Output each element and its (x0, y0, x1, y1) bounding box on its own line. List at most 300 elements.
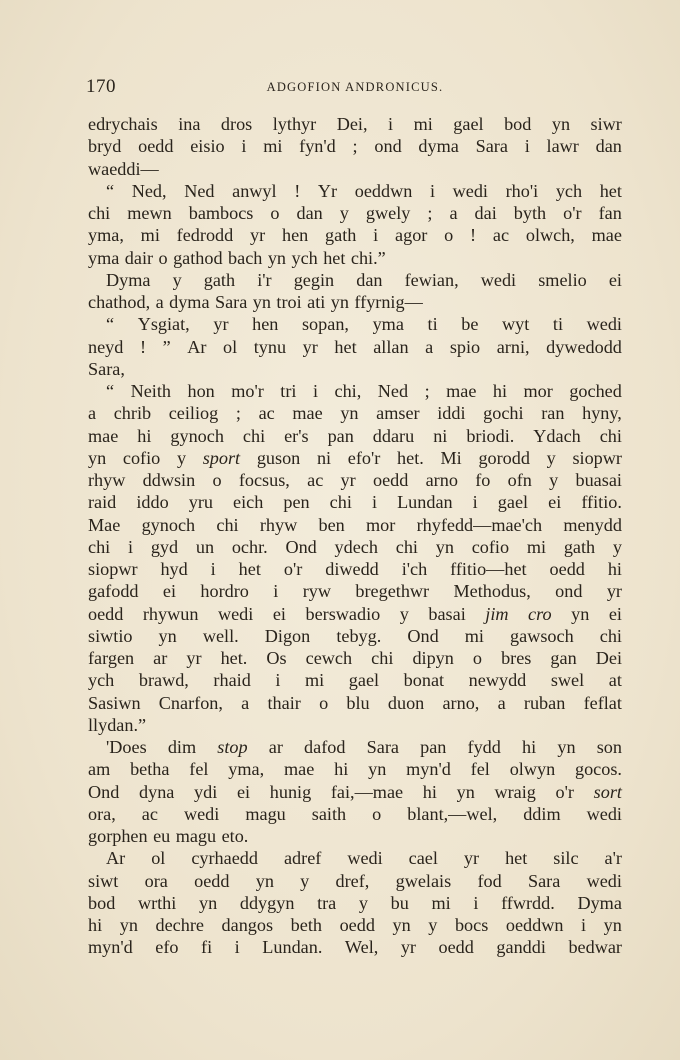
word: saith (311, 803, 347, 824)
word: gynoch (141, 514, 196, 535)
word: dangos (221, 915, 274, 935)
word: bonat (403, 670, 445, 691)
word: Ond (407, 625, 439, 646)
word: yr (302, 336, 318, 357)
word: gocos. (574, 759, 622, 780)
word: fargen (88, 648, 135, 668)
word: a (88, 403, 97, 424)
word: ffitio—het (450, 559, 527, 579)
word: Sara (214, 292, 248, 312)
word: efo'r (347, 447, 381, 468)
word: Os (266, 648, 287, 668)
word: Sara (527, 870, 561, 891)
word: fel (189, 759, 209, 780)
word: ofn (507, 470, 532, 490)
word: ei (548, 492, 562, 513)
word: rhaid (213, 670, 251, 691)
word: wedi (586, 870, 622, 891)
word: i (371, 492, 378, 513)
word: feflat (583, 692, 622, 713)
word: het (505, 848, 528, 869)
text-line (88, 336, 622, 358)
word: bocs (454, 915, 489, 935)
word: chi (371, 648, 394, 668)
word: yn (267, 247, 287, 268)
word: ! (294, 180, 301, 201)
word: ei (272, 603, 286, 624)
word: dros (220, 114, 253, 134)
word: arno, (442, 692, 480, 713)
word: Mi (440, 447, 462, 468)
word: Sara (475, 136, 508, 157)
word: hyd (160, 559, 188, 579)
word: y (546, 447, 556, 468)
word: dyma (169, 292, 210, 312)
word: a (425, 336, 434, 357)
word: yr (340, 470, 356, 490)
word: wedi (217, 603, 254, 624)
word: hen (281, 225, 309, 246)
word: fi (201, 937, 213, 958)
word: myn'd (406, 759, 451, 780)
word: gathod (173, 247, 223, 268)
word: rhywun (142, 603, 199, 624)
text-line (88, 469, 622, 491)
word: hunig (269, 781, 312, 802)
word: thair (267, 692, 301, 713)
word: ar (268, 737, 283, 757)
word: het (238, 559, 261, 579)
text-line (88, 936, 622, 958)
word: sort (593, 781, 622, 802)
word: fai,—mae (330, 781, 404, 802)
word: Dyma (106, 269, 151, 290)
text-line (88, 536, 622, 558)
word: gwely (365, 203, 411, 223)
text-line (88, 402, 622, 424)
word: diwedd (325, 559, 379, 579)
word: efo (155, 937, 179, 958)
word: mi (526, 536, 547, 557)
word: mae (284, 759, 315, 780)
word: mi (431, 892, 451, 913)
word: “ (106, 314, 115, 335)
word: ati (307, 292, 326, 312)
word: eisio (190, 136, 225, 157)
word: hi (88, 915, 103, 935)
word: ! (139, 336, 146, 357)
word: o'r (555, 781, 574, 802)
word: ond (555, 581, 583, 602)
word: Ond (88, 781, 120, 802)
word: wrthi (137, 892, 177, 913)
word: i (524, 136, 530, 157)
word: yn (330, 292, 349, 312)
text-line (88, 224, 622, 246)
word: silc (553, 848, 579, 869)
word: het (334, 336, 357, 357)
word: bres (501, 648, 532, 668)
word: yn (456, 781, 475, 802)
word: neyd (88, 336, 124, 357)
word: ben (318, 514, 345, 535)
word: Lundan. (262, 937, 323, 958)
word: be (461, 314, 479, 335)
text-line (88, 625, 622, 647)
word: ” (162, 336, 171, 357)
word: y (300, 870, 310, 891)
word: wedi (480, 269, 517, 290)
word: ol (151, 848, 166, 869)
word: cyrhaedd (191, 848, 258, 869)
word: gath (325, 225, 357, 246)
word: olwch, (525, 225, 575, 246)
word: o (444, 225, 454, 246)
text-line (88, 180, 622, 202)
word: pen (283, 492, 310, 513)
word: ; (235, 403, 241, 424)
text-line (88, 736, 622, 758)
word: yn (392, 915, 411, 935)
word: yn (88, 447, 107, 468)
word: ddim (523, 803, 561, 824)
word: yn (158, 625, 177, 646)
word: jim (485, 603, 509, 624)
word: dan (356, 269, 383, 290)
text-line (88, 781, 622, 803)
word: olwyn (509, 759, 556, 780)
word: mi (464, 625, 484, 646)
word: chi, (334, 381, 362, 401)
word: i (210, 559, 216, 579)
word: dywedodd (546, 336, 622, 357)
word: gegin (293, 269, 335, 290)
word: magu (175, 826, 217, 846)
word: wyt (502, 314, 530, 335)
word: ! (470, 225, 477, 246)
word: well. (202, 625, 239, 646)
word: menydd (563, 514, 622, 535)
word: mae (88, 425, 119, 446)
word: fel (470, 759, 490, 780)
word: wraig (494, 781, 536, 802)
word: blant,—wel, (407, 803, 498, 824)
word: o (372, 803, 382, 824)
word: sopan, (301, 314, 349, 335)
word: gath (563, 536, 596, 557)
word: am (88, 759, 111, 780)
word: pan (420, 737, 447, 757)
word: hyny, (582, 403, 622, 424)
word: ei (608, 603, 622, 624)
word: amser (376, 403, 420, 424)
word: Sasiwn (88, 692, 141, 713)
word: bregethwr (355, 581, 430, 602)
word: a'r (604, 848, 622, 869)
word: Dyma (577, 892, 622, 913)
word: Dei, (336, 114, 368, 134)
word: ora, (88, 803, 116, 824)
word: yn (557, 737, 576, 757)
word: ddygyn (239, 892, 295, 913)
word: siwt (88, 870, 119, 891)
word: oeddwn (505, 915, 564, 935)
word: eto. (221, 826, 249, 846)
word: ac (141, 803, 158, 824)
text-line (88, 669, 622, 691)
word: siwr (590, 114, 622, 134)
word: magu (245, 803, 286, 824)
word: ochr. (231, 536, 268, 557)
word: hi (522, 737, 537, 757)
word: gael (497, 492, 529, 513)
word: “ (106, 180, 115, 201)
word: lawr (546, 136, 579, 157)
word: Mae (88, 514, 121, 535)
word: mi (263, 136, 283, 157)
word: mae (591, 225, 622, 246)
word: ffwrdd. (501, 892, 555, 913)
word: hi (334, 759, 349, 780)
word: smelio (538, 269, 587, 290)
word: het. (220, 648, 248, 668)
word: er's (284, 425, 309, 446)
word: waeddi— (88, 158, 159, 179)
word: ych (291, 247, 318, 268)
word: anwyl (232, 180, 277, 201)
word: “ (106, 381, 115, 401)
word: i (581, 915, 587, 935)
word: hon (187, 381, 215, 401)
word: yr (463, 848, 480, 869)
word: buasai (575, 470, 622, 490)
word: Methodus, (453, 581, 531, 602)
word: i (312, 381, 319, 401)
word: fydd (467, 737, 501, 757)
word: gyd (150, 536, 179, 557)
word: fo (475, 470, 491, 490)
text-line (88, 269, 622, 291)
word: oedd (194, 870, 230, 891)
word: eu (153, 826, 171, 846)
word: gawsoch (510, 625, 574, 646)
word: sport (202, 447, 241, 468)
word: stop (217, 737, 248, 757)
text-line (88, 247, 622, 269)
word: bach (228, 247, 263, 268)
word: fyn'd (299, 136, 336, 157)
word: at (608, 670, 622, 691)
word: bedwar (568, 937, 622, 958)
word: ran (541, 403, 565, 424)
word: oedd (438, 937, 474, 958)
word: chi (599, 425, 622, 446)
word: yn (252, 292, 271, 312)
text-line (88, 803, 622, 825)
word: o (270, 203, 280, 223)
word: wedi (452, 180, 488, 201)
text-line (88, 291, 622, 313)
word: a (155, 292, 164, 312)
body-text (88, 113, 622, 959)
word: yn (255, 870, 274, 891)
word: a (497, 692, 506, 713)
word: ol (223, 336, 238, 357)
word: wedi (586, 314, 622, 335)
word: fewian, (404, 269, 459, 290)
word: Ned, (131, 180, 167, 201)
word: gael (348, 670, 380, 691)
text-line (88, 825, 622, 847)
word: ffyrnig— (354, 292, 423, 312)
text-line (88, 491, 622, 513)
text-line (88, 847, 622, 869)
running-head: ADGOFION ANDRONICUS. (266, 80, 444, 94)
word: dref, (335, 870, 370, 891)
word: spio (449, 336, 481, 357)
word: mo'r (231, 381, 264, 401)
word: chi (88, 203, 111, 223)
word: llydan.” (88, 714, 147, 735)
word: mewn (127, 203, 172, 223)
word: i'r (257, 269, 272, 290)
text-line (88, 425, 622, 447)
word: myn'd (88, 937, 133, 958)
word: i (241, 136, 247, 157)
word: lythyr (272, 114, 317, 134)
word: tynu (253, 336, 287, 357)
text-line (88, 380, 622, 402)
word: het (323, 247, 346, 268)
word: siwtio (88, 625, 133, 646)
word: bu (390, 892, 409, 913)
word: allan (373, 336, 409, 357)
word: ddwsin (142, 470, 196, 490)
word: yr (606, 581, 622, 602)
word: cofio (122, 447, 161, 468)
word: Cnarfon, (158, 692, 223, 713)
word: ddaru (372, 425, 415, 446)
text-line (88, 914, 622, 936)
word: y (612, 536, 622, 557)
word: chi (329, 492, 352, 513)
word: cewch (305, 648, 353, 668)
word: dyna (139, 781, 175, 802)
text-line (88, 580, 622, 602)
word: ond (374, 136, 402, 157)
word: ina (178, 114, 201, 134)
word: hi (607, 559, 622, 579)
word: newydd (468, 670, 527, 691)
word: raid (88, 492, 117, 513)
word: wedi (586, 803, 622, 824)
word: blu (346, 692, 370, 713)
word: o'r (563, 203, 582, 223)
word: hen (252, 314, 279, 335)
word: o (212, 470, 222, 490)
word: y (172, 269, 182, 290)
word: y (399, 603, 409, 624)
word: mae (446, 381, 477, 401)
word: rhyfedd—mae'ch (416, 514, 543, 535)
word: iddi (437, 403, 466, 424)
word: i (429, 180, 435, 201)
word: i (273, 581, 279, 602)
word: gafodd (88, 581, 139, 602)
word: tra (317, 892, 337, 913)
word: gan (550, 648, 577, 668)
word: chathod, (88, 292, 151, 312)
word: beth (290, 915, 322, 935)
word: cofio (471, 536, 510, 557)
word: fod (477, 870, 502, 891)
word: gorodd (478, 447, 530, 468)
word: Ned (377, 381, 409, 401)
word: Digon (264, 625, 311, 646)
word: troi (276, 292, 302, 312)
word: bambocs (188, 203, 254, 223)
word: chi (395, 536, 418, 557)
word: gael (453, 114, 484, 134)
word: ac (492, 225, 510, 246)
text-line (88, 447, 622, 469)
text-line (88, 135, 622, 157)
word: tri (280, 381, 297, 401)
word: rhyw (259, 514, 298, 535)
word: ffitio. (581, 492, 622, 513)
word: cael (408, 848, 438, 869)
word: y (549, 470, 559, 490)
word: chrib (113, 403, 152, 424)
word: son (596, 737, 622, 757)
word: oedd (138, 136, 174, 157)
word: yn (340, 403, 359, 424)
word: siopwr (572, 447, 622, 468)
word: mi (305, 670, 325, 691)
word: edrychais (88, 114, 158, 134)
word: byth (513, 203, 547, 223)
word: ni (433, 425, 448, 446)
word: siopwr (88, 559, 138, 579)
word: o (158, 247, 168, 268)
text-line (88, 647, 622, 669)
word: ar (153, 648, 168, 668)
word: i (373, 225, 379, 246)
word: ei (162, 581, 177, 602)
word: gath (203, 269, 236, 290)
word: yr (213, 314, 229, 335)
word: yma (88, 247, 120, 268)
word: dechre (155, 915, 204, 935)
word: yn (199, 892, 218, 913)
word: Ysgiat, (137, 314, 190, 335)
word: yn (119, 915, 138, 935)
text-line (88, 870, 622, 892)
word: dafod (304, 737, 346, 757)
word: mor (523, 381, 553, 401)
text-line (88, 358, 622, 380)
word: gwelais (395, 870, 452, 891)
word: dim (167, 737, 197, 757)
word: gorphen (88, 826, 148, 846)
word: ti (427, 314, 438, 335)
word: chi (216, 514, 239, 535)
word: Ydach (533, 425, 581, 446)
word: rhyw (88, 470, 126, 490)
word: Wel, (344, 937, 379, 958)
word: ac (258, 403, 275, 424)
word: Ond (285, 536, 317, 557)
